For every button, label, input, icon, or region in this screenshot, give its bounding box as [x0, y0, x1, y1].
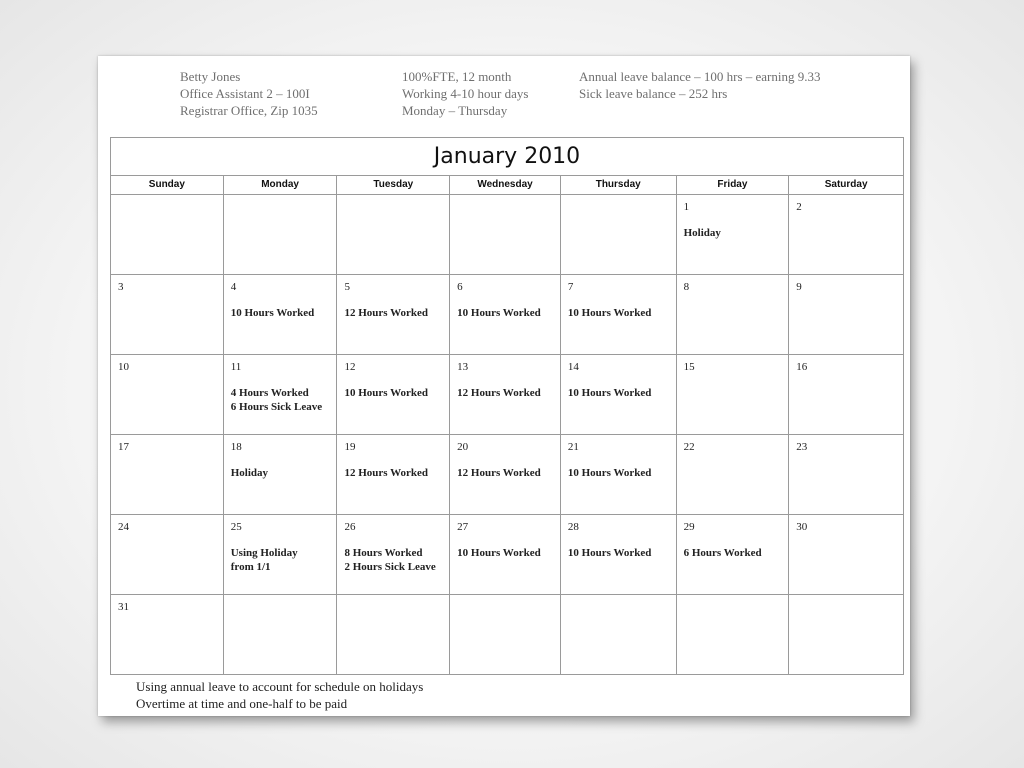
- day-note-line: 10 Hours Worked: [567, 307, 652, 319]
- calendar-day-cell: [789, 595, 903, 675]
- calendar-week-row: [111, 195, 903, 275]
- day-note: [231, 466, 337, 480]
- weekday-header: Wednesday: [450, 176, 561, 194]
- day-number: [796, 601, 903, 621]
- day-number: 26: [344, 521, 356, 533]
- day-number: 9: [796, 281, 802, 293]
- calendar-day-cell: [789, 195, 903, 274]
- fte-info: 100%FTE, 12 month: [402, 69, 512, 84]
- employee-position: Office Assistant 2 – 100I: [180, 86, 310, 101]
- calendar-week-row: [111, 595, 903, 675]
- day-note-line: from 1/1: [230, 561, 271, 573]
- day-note-line: 10 Hours Worked: [567, 467, 652, 479]
- calendar-week-row: [111, 355, 903, 435]
- calendar-day-cell: [450, 515, 561, 594]
- calendar-day-cell: [111, 355, 224, 434]
- employee-info: [180, 68, 318, 119]
- day-number: 5: [344, 281, 350, 293]
- day-number: 20: [457, 441, 469, 453]
- day-note: [231, 306, 337, 320]
- calendar-day-cell: [111, 275, 224, 354]
- work-days-info: Working 4-10 hour days: [402, 86, 529, 101]
- day-number: 28: [567, 521, 579, 533]
- calendar-day-cell: [224, 515, 338, 594]
- day-note: [344, 546, 449, 574]
- day-note-line: Using Holiday: [230, 547, 298, 559]
- calendar-day-cell: [337, 595, 450, 675]
- calendar-day-cell: [561, 515, 677, 594]
- day-note: [568, 546, 676, 560]
- day-number: 27: [457, 521, 469, 533]
- weekday-header-row: [111, 176, 903, 195]
- calendar-day-cell: [337, 275, 450, 354]
- calendar-day-cell: [111, 195, 224, 274]
- day-note-line: 12 Hours Worked: [457, 387, 541, 399]
- calendar-day-cell: [224, 195, 338, 274]
- calendar-day-cell: [677, 595, 790, 675]
- calendar-day-cell: [337, 435, 450, 514]
- annual-leave-balance: Annual leave balance – 100 hrs – earning 9.33: [579, 69, 821, 84]
- day-number: 1: [683, 201, 690, 213]
- calendar-day-cell: [561, 275, 677, 354]
- day-note-line: 10 Hours Worked: [567, 387, 652, 399]
- calendar-day-cell: [450, 435, 561, 514]
- calendar-day-cell: [337, 515, 450, 594]
- day-number: 12: [344, 361, 356, 373]
- day-number: 23: [796, 441, 808, 453]
- day-number: [344, 601, 449, 621]
- day-note: [457, 306, 560, 320]
- day-number: 10: [118, 361, 129, 373]
- weekday-header: Saturday: [824, 179, 868, 190]
- calendar-day-cell: [561, 195, 677, 274]
- day-note: [457, 386, 560, 400]
- day-note: [457, 466, 560, 480]
- day-number: 8: [683, 281, 690, 293]
- day-note-line: 12 Hours Worked: [457, 467, 541, 479]
- day-note-line: 10 Hours Worked: [457, 547, 541, 559]
- day-number: 16: [796, 361, 808, 373]
- calendar-day-cell: [789, 435, 903, 514]
- calendar-day-cell: [450, 275, 561, 354]
- calendar-day-cell: [789, 515, 903, 594]
- calendar-day-cell: [677, 275, 790, 354]
- day-note-line: 12 Hours Worked: [344, 307, 428, 319]
- day-note-line: 10 Hours Worked: [457, 307, 541, 319]
- day-number: 17: [118, 441, 129, 453]
- calendar-day-cell: [224, 275, 338, 354]
- day-note: [344, 306, 449, 320]
- day-number: 29: [683, 521, 695, 533]
- day-note: [457, 546, 560, 560]
- day-note-line: 10 Hours Worked: [344, 387, 428, 399]
- calendar-title: January 2010: [111, 138, 903, 176]
- calendar-day-cell: [561, 595, 677, 675]
- day-number: [457, 601, 560, 621]
- day-note-line: 6 Hours Sick Leave: [230, 401, 323, 413]
- day-note: [568, 306, 676, 320]
- day-number: [684, 601, 789, 621]
- day-note: [344, 466, 449, 480]
- calendar-day-cell: [111, 595, 224, 675]
- calendar-week-row: [111, 435, 903, 515]
- document-page: [98, 56, 910, 716]
- employee-office: Registrar Office, Zip 1035: [180, 103, 318, 118]
- calendar-day-cell: [561, 355, 677, 434]
- calendar-day-cell: [337, 355, 450, 434]
- day-note-line: Holiday: [230, 467, 269, 479]
- day-note: [344, 386, 449, 400]
- calendar-day-cell: [677, 355, 790, 434]
- day-note: [568, 466, 676, 480]
- employee-header: [98, 68, 910, 138]
- day-number: 31: [118, 601, 129, 613]
- calendar-day-cell: [450, 355, 561, 434]
- calendar-day-cell: [450, 195, 561, 274]
- day-note-line: 8 Hours Worked: [344, 547, 423, 559]
- calendar-weeks: [111, 195, 903, 675]
- leave-info: [579, 68, 821, 102]
- sick-leave-balance: Sick leave balance – 252 hrs: [579, 86, 728, 101]
- calendar: [110, 137, 904, 675]
- calendar-day-cell: [450, 595, 561, 675]
- day-note: [231, 386, 337, 414]
- day-note-line: 2 Hours Sick Leave: [344, 561, 436, 573]
- day-number: [231, 601, 337, 621]
- day-number: 30: [796, 521, 808, 533]
- day-note-line: 6 Hours Worked: [683, 547, 762, 559]
- day-note-line: 10 Hours Worked: [567, 547, 652, 559]
- day-number: [344, 201, 449, 221]
- day-note: [684, 546, 789, 560]
- day-number: 3: [118, 281, 124, 293]
- day-number: 11: [230, 361, 242, 373]
- weekday-header: Friday: [677, 176, 790, 194]
- weekday-header: Sunday: [111, 176, 224, 194]
- day-number: 15: [683, 361, 695, 373]
- calendar-week-row: [111, 275, 903, 355]
- day-number: 22: [683, 441, 695, 453]
- calendar-day-cell: [677, 435, 790, 514]
- calendar-week-row: [111, 515, 903, 595]
- day-number: 2: [796, 201, 802, 213]
- day-number: 25: [230, 521, 242, 533]
- footer-note: Overtime at time and one-half to be paid: [136, 696, 348, 711]
- calendar-day-cell: [111, 515, 224, 594]
- calendar-day-cell: [224, 355, 338, 434]
- day-number: [568, 601, 676, 621]
- day-number: 19: [344, 441, 356, 453]
- calendar-day-cell: [224, 435, 338, 514]
- day-number: 21: [567, 441, 579, 453]
- day-number: 6: [457, 281, 463, 293]
- calendar-day-cell: [561, 435, 677, 514]
- day-number: 13: [457, 361, 469, 373]
- day-number: [568, 201, 676, 221]
- day-number: 4: [230, 281, 237, 293]
- day-note: [568, 386, 676, 400]
- calendar-day-cell: [111, 435, 224, 514]
- footer-note: Using annual leave to account for schedule on holidays: [136, 679, 424, 694]
- day-number: [118, 201, 223, 221]
- day-number: [457, 201, 560, 221]
- day-note: [231, 546, 337, 574]
- day-note-line: 10 Hours Worked: [230, 307, 315, 319]
- day-note-line: 4 Hours Worked: [230, 387, 309, 399]
- employee-name: Betty Jones: [180, 69, 241, 84]
- day-note-line: Holiday: [683, 227, 721, 239]
- day-number: 7: [567, 281, 574, 293]
- day-note: [684, 226, 789, 240]
- weekday-header: Monday: [224, 176, 338, 194]
- weekday-header: Tuesday: [337, 176, 450, 194]
- calendar-day-cell: [789, 275, 903, 354]
- calendar-day-cell: [677, 515, 790, 594]
- day-number: 24: [118, 521, 129, 533]
- day-number: 14: [567, 361, 579, 373]
- calendar-day-cell: [224, 595, 338, 675]
- calendar-day-cell: [789, 355, 903, 434]
- calendar-day-cell: [677, 195, 790, 274]
- schedule-info: [402, 68, 528, 119]
- footer-notes: [136, 678, 423, 712]
- work-week-info: Monday – Thursday: [402, 103, 508, 118]
- calendar-day-cell: [337, 195, 450, 274]
- weekday-header: Thursday: [561, 176, 677, 194]
- day-number: [231, 201, 337, 221]
- day-note-line: 12 Hours Worked: [344, 467, 428, 479]
- day-number: 18: [230, 441, 242, 453]
